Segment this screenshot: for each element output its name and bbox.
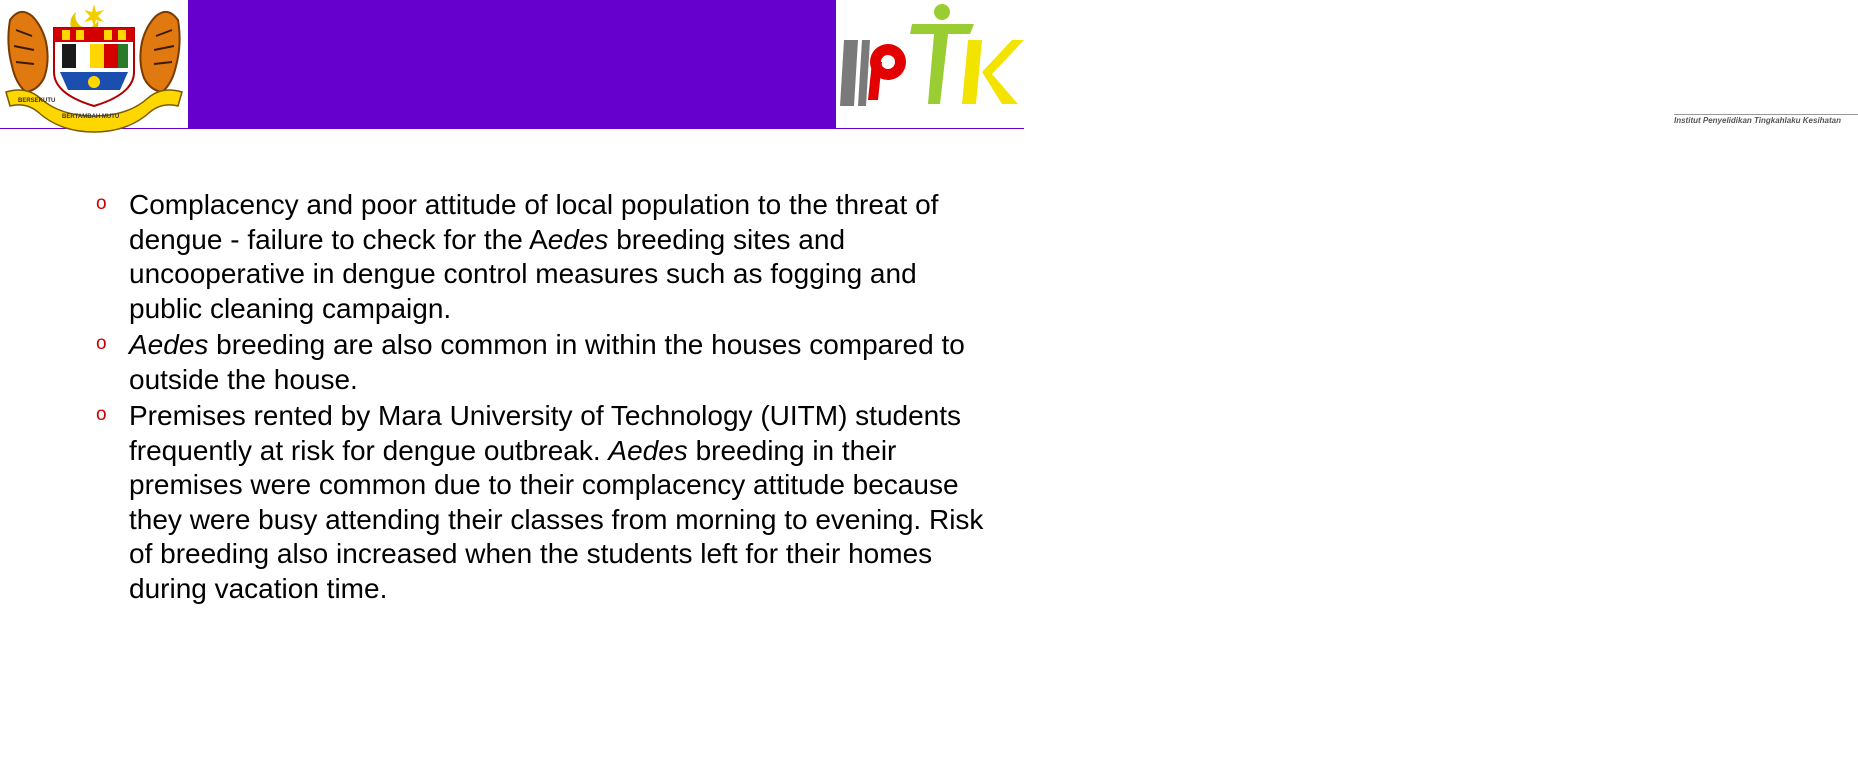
bullet-marker: o (96, 193, 107, 214)
bullet-text: Premises rented by Mara University of Technology (UITM) students frequently at risk for dengue outbreak. Aedes breeding in their premises were common due to their complacency attitude because they were busy attending their classes from morning to evening. Risk of breeding also increased when the students left for their homes during vacation time. (129, 400, 984, 604)
iptk-logo-icon (836, 0, 1024, 112)
svg-text:BERTAMBAH MUTU: BERTAMBAH MUTU (62, 114, 120, 120)
iptk-logo (836, 0, 1842, 128)
bullet-text: Complacency and poor attitude of local population to the threat of dengue - failure to check for the Aedes breeding sites and uncooperative in dengue control measures such as fogging and public cleaning campaign. (129, 189, 939, 324)
bullet-item (96, 399, 996, 606)
bullet-marker: o (96, 333, 107, 354)
bullet-item (96, 188, 996, 326)
coat-of-arms-logo (0, 0, 188, 128)
malaysia-coat-of-arms-icon (0, 0, 188, 128)
header-band (188, 0, 836, 128)
bullet-marker: o (96, 404, 107, 425)
logo-caption: Institut Penyelidikan Tingkahlaku Kesihatan (1674, 114, 1858, 125)
bullet-item (96, 328, 996, 397)
bullet-text: Aedes breeding are also common in within the houses compared to outside the house. (129, 329, 965, 395)
bullet-list (96, 188, 996, 608)
svg-text:BERSEKUTU: BERSEKUTU (18, 98, 56, 104)
